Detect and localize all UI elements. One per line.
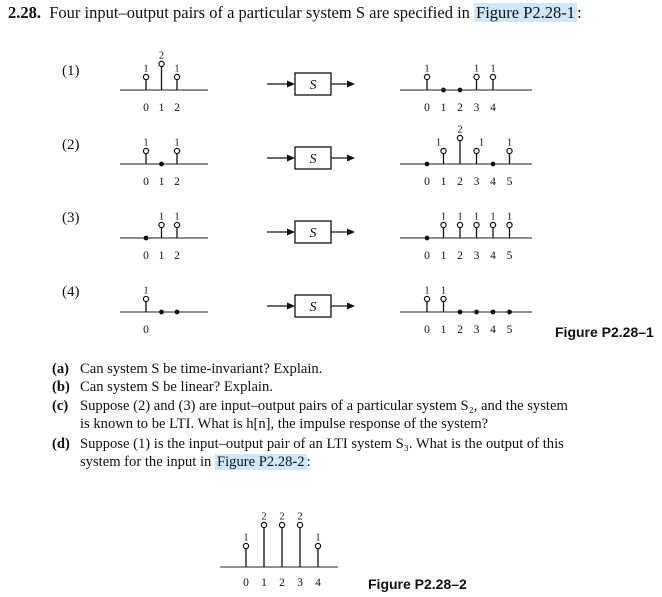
row1-output-value-label-3: 1 xyxy=(473,63,480,75)
row2-output-tick-1: 1 xyxy=(440,176,447,188)
row3-input-value-label-1: 1 xyxy=(158,211,165,223)
row4-input-zero-dot-2 xyxy=(175,310,180,315)
row2-output-tick-0: 0 xyxy=(424,176,430,188)
row4-output-stem-head-1 xyxy=(441,296,446,301)
row3-input-tick-0: 0 xyxy=(143,250,149,262)
figure2-value-label-1: 2 xyxy=(261,511,267,523)
row2-output-tick-4: 4 xyxy=(490,176,496,188)
row1-output-tick-4: 4 xyxy=(490,102,496,114)
figure2-tick-3: 3 xyxy=(297,577,303,589)
row2-output-tick-3: 3 xyxy=(473,176,480,188)
row2-input-stem-head-0 xyxy=(143,148,148,153)
row3-input-arrowhead xyxy=(287,229,295,236)
row3-output-tick-1: 1 xyxy=(440,250,447,262)
row3-input-zero-dot-0 xyxy=(144,236,149,241)
row1-input-arrowhead xyxy=(287,81,295,88)
figure2-stem-head-3 xyxy=(297,522,302,527)
row2-output-arrowhead xyxy=(347,155,355,162)
figure2-stem-head-2 xyxy=(279,522,284,527)
row4-input-value-label-0: 1 xyxy=(143,285,149,297)
row1-output-tick-3: 3 xyxy=(473,102,480,114)
problem-number: 2.28. xyxy=(8,3,41,22)
figure2-tick-1: 1 xyxy=(261,577,267,589)
row-label-2: (2) xyxy=(62,137,80,153)
row3-input-tick-2: 2 xyxy=(174,250,180,262)
row1-input-stem-head-0 xyxy=(143,74,148,79)
row3-output-tick-3: 3 xyxy=(473,250,480,262)
row1-input-tick-1: 1 xyxy=(158,102,165,114)
row3-output-stem-head-2 xyxy=(457,222,462,227)
row4-output-tick-0: 0 xyxy=(424,324,430,336)
row3-output-tick-2: 2 xyxy=(457,250,463,262)
row2-input-tick-0: 0 xyxy=(143,176,149,188)
row3-output-value-label-5: 1 xyxy=(506,211,513,223)
row2-system-label: S xyxy=(309,152,317,167)
row2-output-stem-head-5 xyxy=(507,148,512,153)
figure2-tick-2: 2 xyxy=(279,577,285,589)
question-a: (a) Can system S be time-invariant? Explain. xyxy=(52,361,323,377)
row1-output-stem-head-3 xyxy=(474,74,479,79)
row2-input-arrowhead xyxy=(287,155,295,162)
row3-input-stem-head-2 xyxy=(174,222,179,227)
figure2-value-label-4: 1 xyxy=(315,532,321,544)
row2-output-value-label-5: 1 xyxy=(506,137,513,149)
row3-input-value-label-2: 1 xyxy=(174,211,180,223)
row3-output-tick-0: 0 xyxy=(424,250,430,262)
row4-input-arrowhead xyxy=(287,303,295,310)
row4-output-stem-head-0 xyxy=(424,296,429,301)
row3-input-stem-head-1 xyxy=(159,222,164,227)
row4-output-value-label-0: 1 xyxy=(424,285,430,297)
row2-input-value-label-0: 1 xyxy=(143,137,149,149)
figure2-tick-0: 0 xyxy=(243,577,249,589)
row-label-1: (1) xyxy=(62,63,80,79)
row3-output-arrowhead xyxy=(347,229,355,236)
row1-output-arrowhead xyxy=(347,81,355,88)
row1-input-stem-head-1 xyxy=(159,61,164,66)
row1-output-stem-head-4 xyxy=(490,74,495,79)
row1-input-tick-0: 0 xyxy=(143,102,149,114)
row4-input-zero-dot-1 xyxy=(159,310,164,315)
row1-output-stem-head-0 xyxy=(424,74,429,79)
row1-input-tick-2: 2 xyxy=(174,102,180,114)
row2-output-tick-5: 5 xyxy=(506,176,513,188)
row4-output-zero-dot-4 xyxy=(491,310,496,315)
row2-output-value-label-1: 1 xyxy=(435,137,442,149)
row4-input-stem-head-0 xyxy=(143,296,148,301)
figure2-stem-head-4 xyxy=(315,543,320,548)
row1-output-value-label-0: 1 xyxy=(424,63,430,75)
figure-caption-1: Figure P2.28–1 xyxy=(555,324,654,340)
question-b: (b) Can system S be linear? Explain. xyxy=(52,379,273,395)
row1-output-tick-1: 1 xyxy=(440,102,447,114)
row-label-3: (3) xyxy=(62,210,80,226)
row2-input-stem-head-2 xyxy=(174,148,179,153)
figure2-value-label-0: 1 xyxy=(243,532,249,544)
row2-input-tick-1: 1 xyxy=(158,176,165,188)
row1-input-value-label-2: 1 xyxy=(174,63,180,75)
figure-caption-2: Figure P2.28–2 xyxy=(368,576,467,592)
row3-system-label: S xyxy=(309,226,317,241)
row4-output-zero-dot-5 xyxy=(507,310,512,315)
row4-system-label: S xyxy=(309,300,317,315)
row3-output-stem-head-3 xyxy=(474,222,479,227)
row2-output-zero-dot-0 xyxy=(425,162,430,167)
figure2-stem-head-0 xyxy=(243,543,248,548)
row1-input-value-label-0: 1 xyxy=(143,63,149,75)
row3-output-tick-5: 5 xyxy=(506,250,513,262)
row3-output-value-label-2: 1 xyxy=(457,211,463,223)
row4-input-tick-0: 0 xyxy=(143,324,149,336)
row2-output-stem-head-3 xyxy=(474,148,479,153)
problem-text-end: : xyxy=(577,3,582,22)
figure-link-p2-28-2[interactable]: Figure P2.28-2 xyxy=(217,454,305,470)
row2-output-stem-head-2 xyxy=(457,135,462,140)
figure2-value-label-2: 2 xyxy=(279,511,285,523)
row4-output-tick-2: 2 xyxy=(457,324,463,336)
row2-output-tick-2: 2 xyxy=(457,176,463,188)
row1-output-tick-2: 2 xyxy=(457,102,463,114)
row1-output-tick-0: 0 xyxy=(424,102,430,114)
row-label-4: (4) xyxy=(62,284,80,300)
row2-output-value-label-2: 2 xyxy=(457,124,463,136)
row2-input-tick-2: 2 xyxy=(174,176,180,188)
row4-output-zero-dot-2 xyxy=(458,310,463,315)
row4-output-tick-4: 4 xyxy=(490,324,496,336)
figure2-tick-4: 4 xyxy=(315,577,321,589)
figure-link-p2-28-1[interactable]: Figure P2.28-1 xyxy=(476,3,576,22)
row4-output-tick-1: 1 xyxy=(440,324,447,336)
question-d: (d) Suppose (1) is the input–output pair of an LTI system S₃. What is the output of this system for the input in Figure P2.28-2 : xyxy=(52,436,564,470)
row4-output-tick-5: 5 xyxy=(506,324,513,336)
row3-output-value-label-4: 1 xyxy=(490,211,496,223)
row3-input-tick-1: 1 xyxy=(158,250,165,262)
row3-output-stem-head-4 xyxy=(490,222,495,227)
row1-output-zero-dot-2 xyxy=(458,88,463,93)
question-c: (c) Suppose (2) and (3) are input–output pairs of a particular system S₂, and the system is known to be LTI. What is h[n], the impulse response of the system? xyxy=(52,398,568,432)
row4-output-zero-dot-3 xyxy=(474,310,479,315)
figure2-stem-head-1 xyxy=(261,522,266,527)
row1-input-stem-head-2 xyxy=(174,74,179,79)
row4-output-tick-3: 3 xyxy=(473,324,480,336)
row3-output-value-label-1: 1 xyxy=(440,211,447,223)
row2-output-zero-dot-4 xyxy=(491,162,496,167)
figure2-value-label-3: 2 xyxy=(297,511,303,523)
row3-output-zero-dot-0 xyxy=(425,236,430,241)
row2-output-value-label-3: 1 xyxy=(478,137,485,149)
row1-output-zero-dot-1 xyxy=(441,88,446,93)
problem-text: Four input–output pairs of a particular system S are specified in xyxy=(49,3,470,22)
row2-input-value-label-2: 1 xyxy=(174,137,180,149)
row2-output-stem-head-1 xyxy=(441,148,446,153)
row1-system-label: S xyxy=(309,78,317,93)
row3-output-stem-head-1 xyxy=(441,222,446,227)
row2-input-zero-dot-1 xyxy=(159,162,164,167)
row4-output-arrowhead xyxy=(347,303,355,310)
row3-output-stem-head-5 xyxy=(507,222,512,227)
row1-input-value-label-1: 2 xyxy=(158,50,165,62)
row1-output-value-label-4: 1 xyxy=(490,63,496,75)
row4-output-value-label-1: 1 xyxy=(440,285,447,297)
row3-output-tick-4: 4 xyxy=(490,250,496,262)
row3-output-value-label-3: 1 xyxy=(473,211,480,223)
